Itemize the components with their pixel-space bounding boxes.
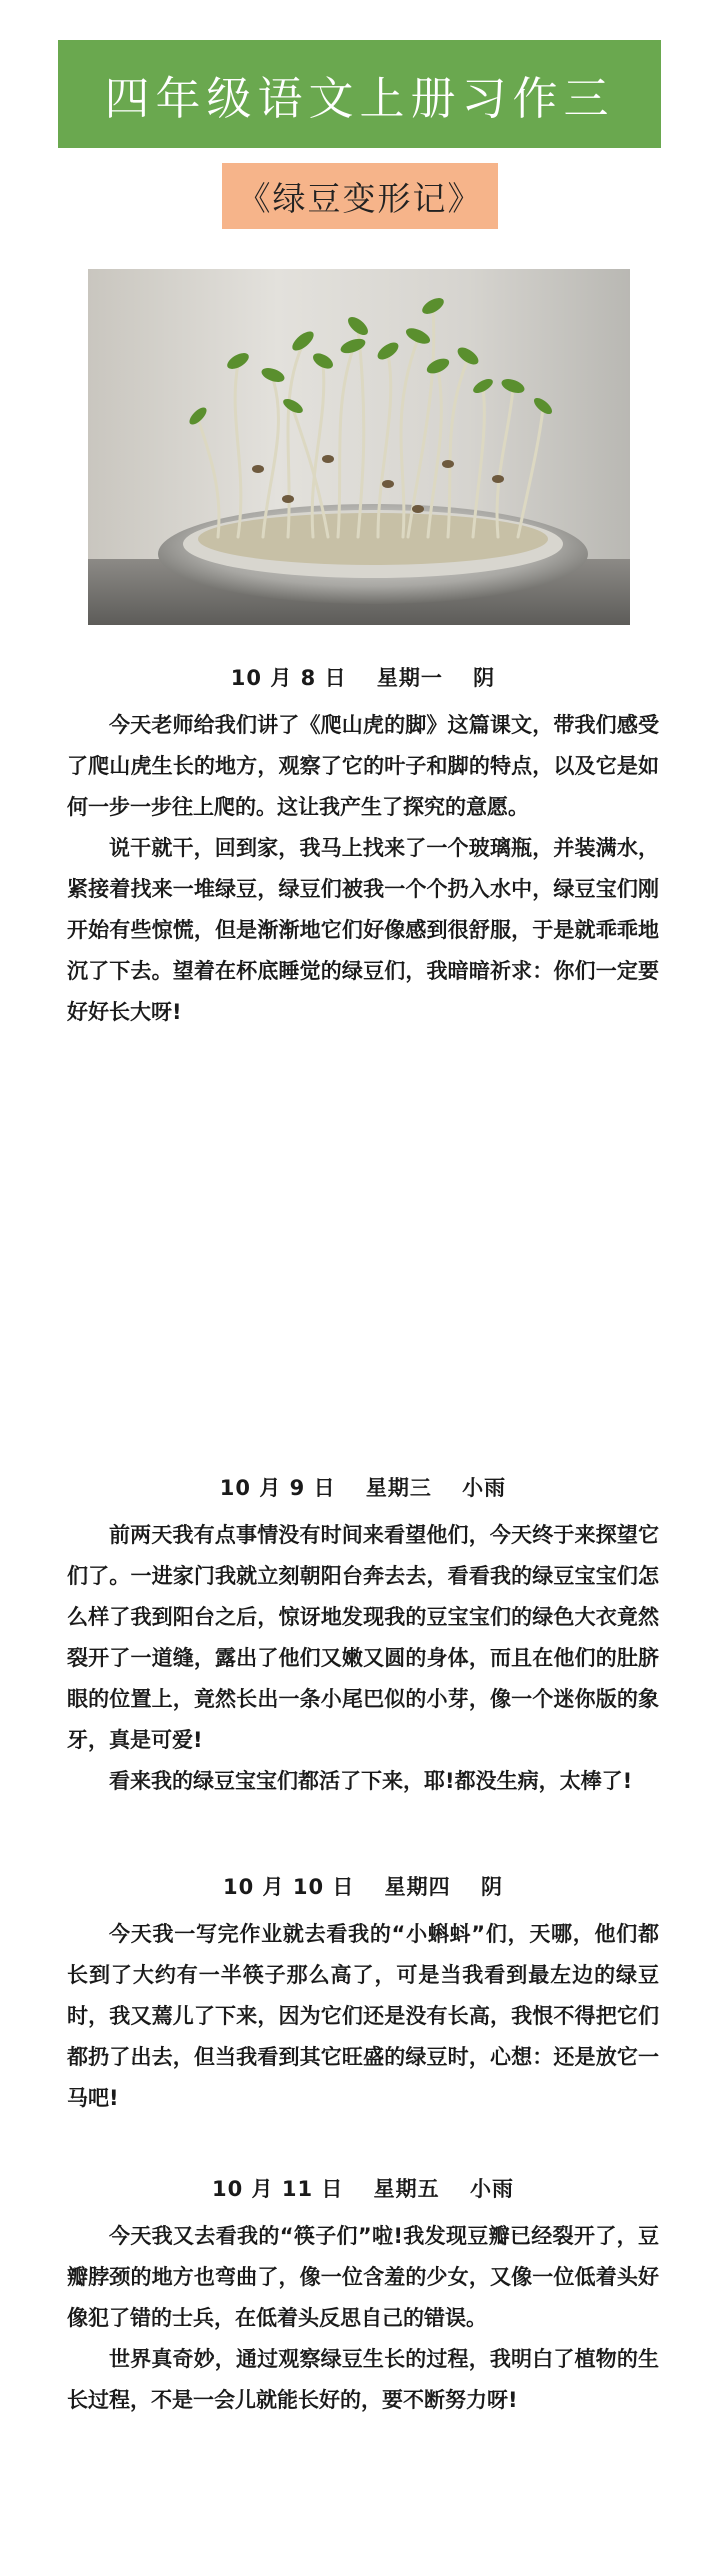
- entry-paragraph: 今天我一写完作业就去看我的“小蝌蚪”们，天哪，他们都长到了大约有一半筷子那么高了，可是当我看到最左边的绿豆时，我又蔫儿了下来，因为它们还是没有长高，我恨不得把它们都扔了出去，但当我看到其它旺盛的绿豆时，心想：还是放它一马吧!: [67, 1922, 659, 2110]
- page-subtitle: 《绿豆变形记》: [237, 178, 483, 218]
- diary-entry-oct-10: [67, 1871, 659, 2119]
- diary-entry-oct-11: [67, 2173, 659, 2421]
- mung-bean-sprouts-photo: [88, 269, 630, 625]
- entry-paragraph: 看来我的绿豆宝宝们都活了下来，耶!都没生病，太棒了!: [109, 1769, 633, 1793]
- entry-date: 10 月 8 日 星期一 阴: [230, 666, 496, 690]
- page-title: 四年级语文上册习作三: [104, 71, 615, 125]
- diary-entry-oct-9: [67, 1472, 659, 1802]
- title-banner: [58, 40, 661, 148]
- subtitle-box: [222, 163, 498, 229]
- diary-entry-oct-8: [67, 662, 659, 1033]
- entry-paragraph: 说干就干，回到家，我马上找来了一个玻璃瓶，并装满水，紧接着找来一堆绿豆，绿豆们被我一个个扔入水中，绿豆宝们刚开始有些惊慌，但是渐渐地它们好像感到很舒服，于是就乖乖地沉了下去。望着在杯底睡觉的绿豆们，我暗暗祈求：你们一定要好好长大呀!: [67, 836, 659, 1024]
- entry-date: 10 月 11 日 星期五 小雨: [211, 2177, 514, 2201]
- entry-paragraph: 今天我又去看我的“筷子们”啦!我发现豆瓣已经裂开了，豆瓣脖颈的地方也弯曲了，像一位含羞的少女，又像一位低着头好像犯了错的士兵，在低着头反思自己的错误。: [67, 2224, 659, 2330]
- entry-date: 10 月 9 日 星期三 小雨: [219, 1476, 507, 1500]
- entry-paragraph: 世界真奇妙，通过观察绿豆生长的过程，我明白了植物的生长过程，不是一会儿就能长好的，要不断努力呀!: [67, 2347, 659, 2412]
- entry-date: 10 月 10 日 星期四 阴: [222, 1875, 503, 1899]
- entry-paragraph: 前两天我有点事情没有时间来看望他们，今天终于来探望它们了。一进家门我就立刻朝阳台奔去去，看看我的绿豆宝宝们怎么样了我到阳台之后，惊讶地发现我的豆宝宝们的绿色大衣竟然裂开了一道缝，露出了他们又嫩又圆的身体，而且在他们的肚脐眼的位置上，竟然长出一条小尾巴似的小芽，像一个迷你版的象牙，真是可爱!: [67, 1523, 659, 1752]
- entry-paragraph: 今天老师给我们讲了《爬山虎的脚》这篇课文，带我们感受了爬山虎生长的地方，观察了它的叶子和脚的特点，以及它是如何一步一步往上爬的。这让我产生了探究的意愿。: [67, 713, 659, 819]
